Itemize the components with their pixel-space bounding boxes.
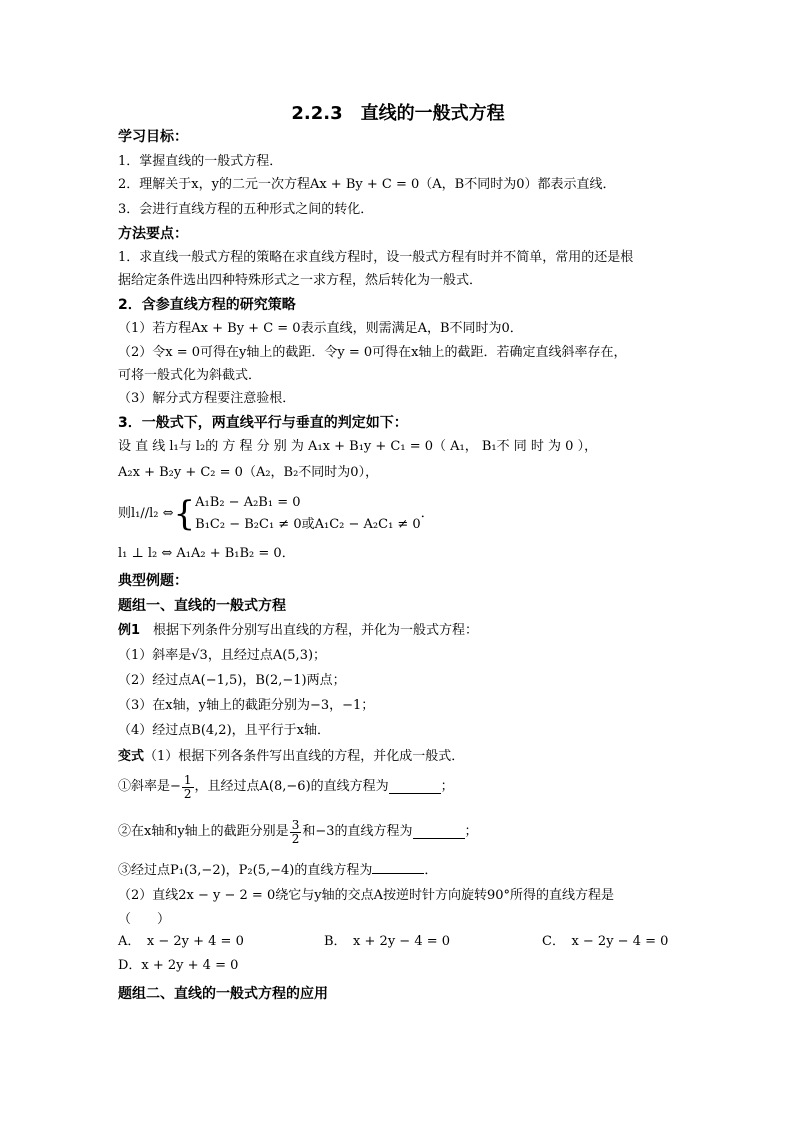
variant-3-prefix: ③经过点P₁(3,−2)，P₂(5,−4)的直线方程为 [118,863,373,878]
variant-item-1 [118,770,454,804]
method-2-step-3: （3）解分式方程要注意验根． [118,391,296,406]
variant-item-2 [118,815,478,849]
left-brace: { [173,494,196,534]
method-1-line-2: 据给定条件选出四种特殊形式之一求方程，然后转化为一般式． [118,273,483,288]
variant-label: 变式 [118,749,145,764]
fraction-numerator: 3 [291,817,300,832]
variant-item-3 [118,861,437,880]
variant-2-text: 和−3的直线方程为 [302,824,413,839]
method-1-line-1: 1．求直线一般式方程的策略在求直线方程时，设一般式方程有时并不简单，常用的还是根 [118,250,634,265]
group-2-heading: 题组二、直线的一般式方程的应用 [118,986,328,1002]
method-2-heading: 2．含参直线方程的研究策略 [118,297,296,313]
answer-blank [372,861,424,874]
fraction-three-halves [290,819,302,846]
method-3-text-1: 设 直 线 l₁与 l₂的 方 程 分 别 为 A₁x + B₁y + C₁ = 0（ A₁， B₁不 同 时 为 0 ）， [118,439,598,454]
parallel-system [195,492,421,536]
parallel-suffix: ． [420,506,434,521]
fraction-numerator: 1 [183,772,192,787]
goal-item-2: 2．理解关于x，y的二元一次方程Ax + By + C = 0（A，B不同时为0）都表示直线． [118,177,616,192]
fraction-denominator: 2 [183,786,192,801]
example-1-item-3: （3）在x轴，y轴上的截距分别为−3，−1； [118,698,375,713]
variant-1-text: ，且经过点A(8,−6)的直线方程为 [194,779,389,794]
method-3-heading: 3．一般式下，两直线平行与垂直的判定如下： [118,415,408,431]
variant-1-end: ； [440,779,454,794]
goal-item-3: 3．会进行直线方程的五种形式之间的转化． [118,202,374,217]
question-2-line-1: （2）直线2x − y − 2 = 0绕它与y轴的交点A按逆时针方向旋转90°所得的直线方程是 [118,888,615,903]
document-title: 2.2.3 直线的一般式方程 [291,103,505,124]
option-d: D．x + 2y + 4 = 0 [118,958,239,973]
method-2-step-1: （1）若方程Ax + By + C = 0表示直线，则需满足A，B不同时为0． [118,321,523,336]
example-1-item-1: （1）斜率是√3，且经过点A(5,3)； [118,648,327,663]
question-2-line-2: （ ） [118,912,171,927]
group-1-heading: 题组一、直线的一般式方程 [118,598,286,614]
option-a: A． x − 2y + 4 = 0 [118,934,244,949]
methods-heading: 方法要点： [118,226,188,242]
variant-2-end: ； [464,824,478,839]
example-1-text: 根据下列条件分别写出直线的方程，并化为一般式方程： [140,623,479,638]
option-c: C． x − 2y − 4 = 0 [542,934,669,949]
parallel-row-1: A₁B₂ − A₂B₁ = 0 [195,495,301,510]
fraction-denominator: 2 [291,831,300,846]
variant-2-prefix: ②在x轴和y轴上的截距分别是 [118,824,289,839]
option-b: B． x + 2y − 4 = 0 [324,934,451,949]
goals-heading: 学习目标： [118,129,188,145]
variant-text: （1）根据下列各条件写出直线的方程，并化成一般式． [144,749,465,764]
variant-1-prefix: ①斜率是− [118,779,181,794]
variant-intro [118,748,464,766]
example-1-item-4: （4）经过点B(4,2)，且平行于x轴． [118,723,330,738]
answer-blank [389,781,441,794]
variant-3-end: ． [424,863,438,878]
example-1-item-2: （2）经过点A(−1,5)，B(2,−1)两点； [118,673,346,688]
answer-blank [413,826,465,839]
example-1 [118,622,478,640]
method-2-step-2-line-1: （2）令x = 0可得在y轴上的截距．令y = 0可得在x轴上的截距．若确定直线斜率存在， [118,345,627,360]
goal-item-1: 1．掌握直线的一般式方程． [118,154,283,169]
parallel-condition [118,491,434,537]
method-3-text-2: A₂x + B₂y + C₂ = 0（A₂，B₂不同时为0）， [118,465,379,480]
examples-heading: 典型例题： [118,573,188,589]
example-1-label: 例1 [118,623,141,638]
parallel-row-2: B₁C₂ − B₂C₁ ≠ 0或A₁C₂ − A₂C₁ ≠ 0 [195,517,421,532]
fraction-one-half [182,774,194,801]
parallel-prefix: 则l₁//l₂ ⇔ [118,506,174,521]
perpendicular-condition: l₁ ⊥ l₂ ⇔ A₁A₂ + B₁B₂ = 0． [118,546,295,561]
method-2-step-2-line-2: 可将一般式化为斜截式． [118,368,262,383]
